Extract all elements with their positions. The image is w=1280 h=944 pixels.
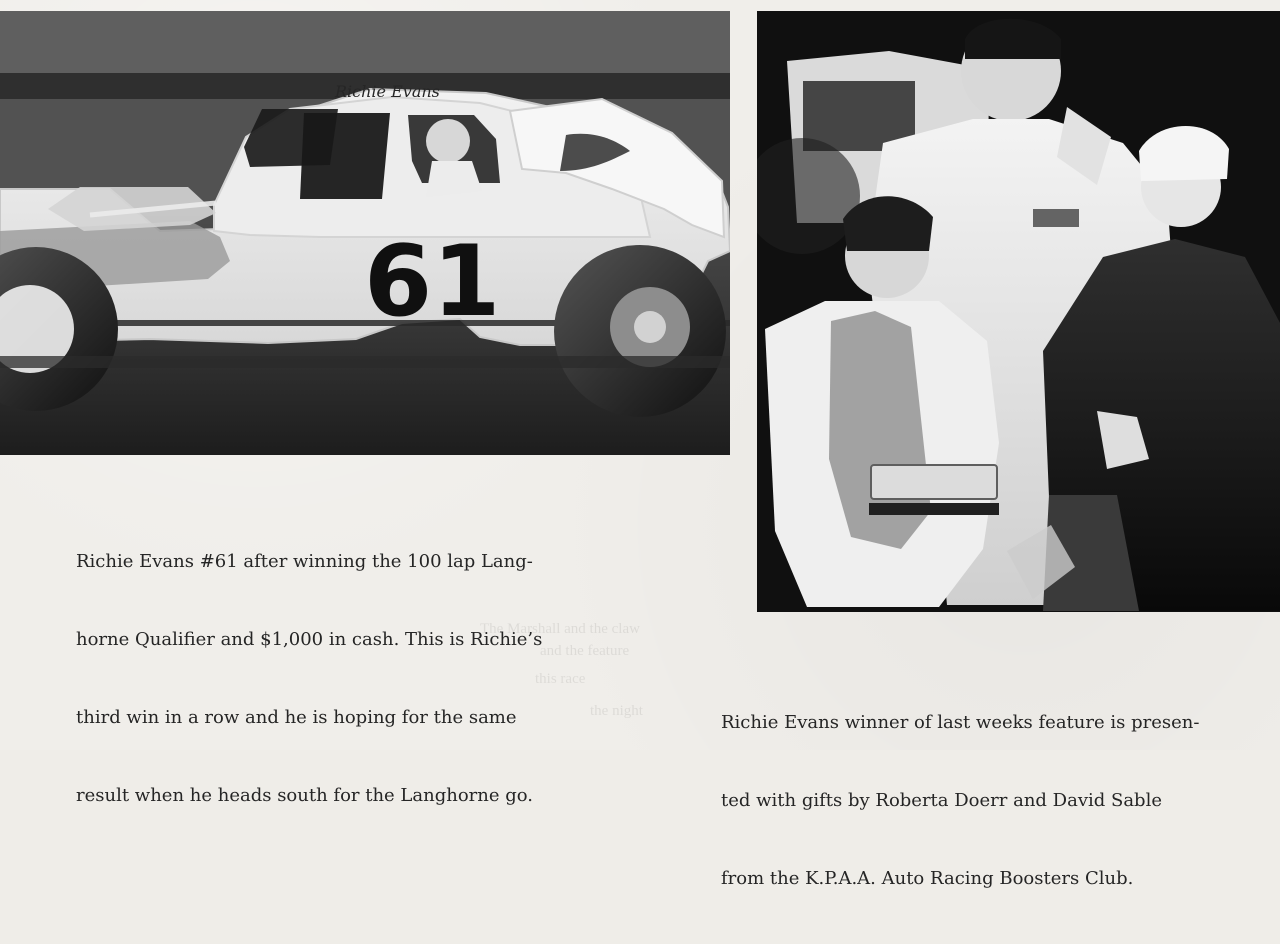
trophy-presentation-photo-art — [757, 11, 1280, 612]
show-through-text-1: The Marshall and the claw — [480, 621, 640, 637]
right-caption — [721, 658, 1269, 944]
race-car-photo-art — [0, 11, 730, 455]
right-caption-line-3: from the K.P.A.A. Auto Racing Boosters Club. — [721, 868, 1134, 889]
car-number: 61 — [364, 225, 501, 339]
trophy-box — [871, 465, 997, 499]
trophy-presentation-photo — [757, 11, 1280, 612]
rear-hub — [634, 311, 666, 343]
left-caption-line-1: Richie Evans #61 after winning the 100 lap Lang- — [76, 551, 533, 572]
race-car-photo — [0, 11, 730, 455]
right-caption-line-2: ted with gifts by Roberta Doerr and David Sable — [721, 790, 1162, 811]
right-caption-line-1: Richie Evans winner of last weeks feature is presen- — [721, 712, 1200, 733]
side-window — [300, 113, 390, 199]
show-through-text-2: and the feature — [540, 643, 630, 659]
left-caption-line-3: third win in a row and he is hoping for the same — [76, 707, 517, 728]
left-caption-line-2: horne Qualifier and $1,000 in cash. This is Richie’s — [76, 629, 543, 650]
show-through-text-3: this race — [535, 671, 586, 687]
driver-helmet — [426, 119, 470, 163]
left-caption-line-4: result when he heads south for the Langhorne go. — [76, 785, 533, 806]
left-caption — [76, 497, 636, 861]
ground-shadow — [0, 356, 730, 368]
driver-name-script: Richie Evans — [335, 82, 440, 101]
sky-band — [0, 11, 730, 73]
suit-patch — [1033, 209, 1079, 227]
trophy-shadow — [869, 503, 999, 515]
show-through-text-4: the night — [590, 703, 643, 719]
driver-shoulder — [426, 161, 482, 197]
